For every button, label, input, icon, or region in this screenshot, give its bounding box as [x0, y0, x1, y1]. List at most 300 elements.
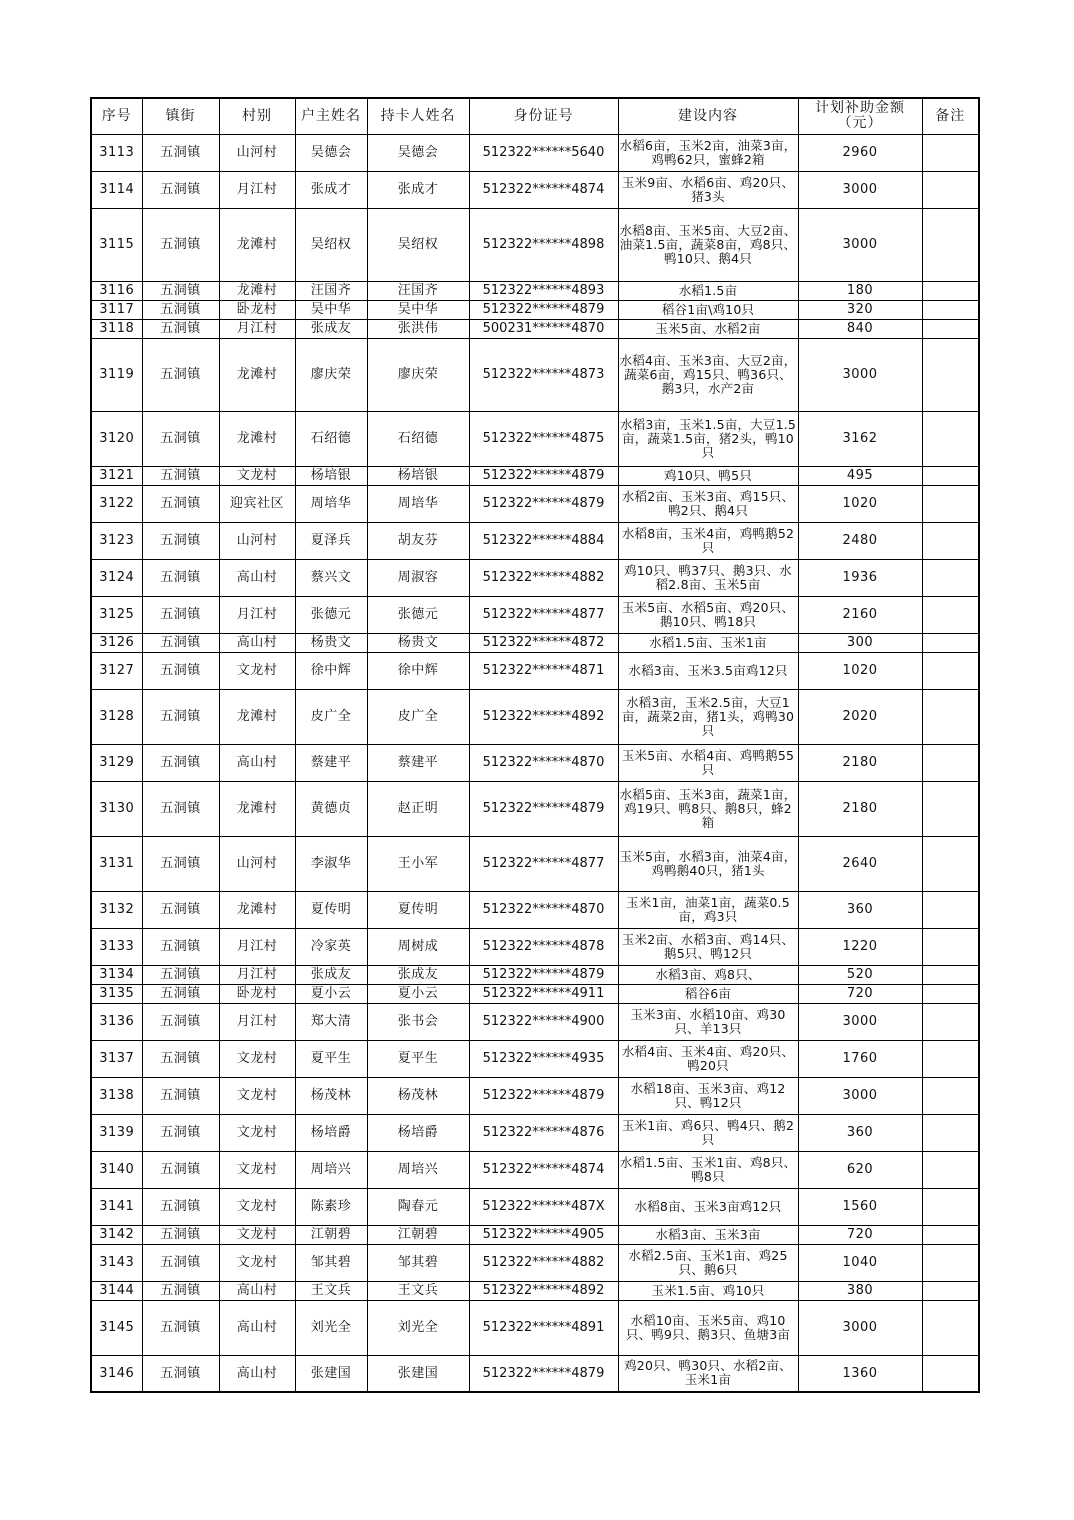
cell-construction-content: 水稻10亩、玉米5亩、鸡10只、鸭9只、鹅3只、鱼塘3亩: [618, 1300, 798, 1355]
table-row: [91, 281, 979, 300]
cell-cardholder: 夏传明: [367, 891, 469, 928]
cell-town: 五洞镇: [142, 836, 219, 891]
cell-village: 月江村: [219, 171, 295, 208]
cell-town: 五洞镇: [142, 466, 219, 485]
cell-seq: 3121: [91, 466, 142, 485]
cell-subsidy-amount: 3000: [798, 171, 922, 208]
cell-householder: 夏小云: [295, 984, 367, 1003]
header-construction-content: 建设内容: [618, 98, 798, 134]
cell-construction-content: 水稻3亩，玉米2.5亩，大豆1亩，蔬菜2亩，猪1头，鸡鸭30只: [618, 689, 798, 744]
cell-town: 五洞镇: [142, 522, 219, 559]
cell-seq: 3143: [91, 1244, 142, 1281]
cell-seq: 3139: [91, 1114, 142, 1151]
cell-construction-content: 水稻3亩，玉米1.5亩，大豆1.5亩，蔬菜1.5亩，猪2头，鸭10只: [618, 411, 798, 466]
table-row: [91, 466, 979, 485]
cell-construction-content: 玉米9亩、水稻6亩、鸡20只、猪3头: [618, 171, 798, 208]
cell-id-number: 500231******4870: [469, 319, 618, 338]
cell-seq: 3131: [91, 836, 142, 891]
cell-village: 文龙村: [219, 1114, 295, 1151]
cell-village: 山河村: [219, 522, 295, 559]
cell-village: 龙滩村: [219, 891, 295, 928]
table-row: [91, 1225, 979, 1244]
cell-construction-content: 玉米5亩、水稻2亩: [618, 319, 798, 338]
cell-cardholder: 周培华: [367, 485, 469, 522]
cell-village: 山河村: [219, 836, 295, 891]
header-village: 村别: [219, 98, 295, 134]
cell-cardholder: 夏小云: [367, 984, 469, 1003]
cell-town: 五洞镇: [142, 1188, 219, 1225]
cell-seq: 3135: [91, 984, 142, 1003]
cell-subsidy-amount: 2640: [798, 836, 922, 891]
cell-subsidy-amount: 180: [798, 281, 922, 300]
cell-construction-content: 水稻8亩，玉米4亩，鸡鸭鹅52只: [618, 522, 798, 559]
cell-householder: 郑大清: [295, 1003, 367, 1040]
cell-seq: 3114: [91, 171, 142, 208]
cell-town: 五洞镇: [142, 1040, 219, 1077]
cell-construction-content: 水稻8亩、玉米3亩鸡12只: [618, 1188, 798, 1225]
header-row: [91, 98, 979, 134]
table-row: [91, 928, 979, 965]
cell-remarks: [922, 965, 979, 984]
cell-subsidy-amount: 3162: [798, 411, 922, 466]
cell-seq: 3116: [91, 281, 142, 300]
cell-subsidy-amount: 3000: [798, 208, 922, 281]
cell-cardholder: 吴德会: [367, 134, 469, 171]
cell-remarks: [922, 652, 979, 689]
table-row: [91, 319, 979, 338]
cell-id-number: 512322******4891: [469, 1300, 618, 1355]
cell-town: 五洞镇: [142, 633, 219, 652]
cell-id-number: 512322******4879: [469, 466, 618, 485]
cell-householder: 周培华: [295, 485, 367, 522]
table-row: [91, 891, 979, 928]
cell-subsidy-amount: 1020: [798, 652, 922, 689]
cell-construction-content: 玉米5亩、水稻4亩、鸡鸭鹅55只: [618, 744, 798, 781]
table-row: [91, 300, 979, 319]
cell-remarks: [922, 1114, 979, 1151]
cell-cardholder: 陶春元: [367, 1188, 469, 1225]
table-row: [91, 596, 979, 633]
table-row: [91, 1300, 979, 1355]
cell-subsidy-amount: 720: [798, 984, 922, 1003]
cell-construction-content: 水稻5亩、玉米3亩，蔬菜1亩，鸡19只、鸭8只、鹅8只，蜂2箱: [618, 781, 798, 836]
cell-cardholder: 王小军: [367, 836, 469, 891]
cell-town: 五洞镇: [142, 1151, 219, 1188]
cell-seq: 3145: [91, 1300, 142, 1355]
cell-remarks: [922, 208, 979, 281]
header-cardholder: 持卡人姓名: [367, 98, 469, 134]
cell-cardholder: 杨培爵: [367, 1114, 469, 1151]
table-row: [91, 1114, 979, 1151]
cell-cardholder: 皮广全: [367, 689, 469, 744]
cell-seq: 3126: [91, 633, 142, 652]
cell-town: 五洞镇: [142, 319, 219, 338]
header-remarks: 备注: [922, 98, 979, 134]
cell-subsidy-amount: 3000: [798, 1077, 922, 1114]
table-row: [91, 1244, 979, 1281]
cell-subsidy-amount: 2960: [798, 134, 922, 171]
cell-id-number: 512322******4911: [469, 984, 618, 1003]
cell-id-number: 512322******4879: [469, 965, 618, 984]
cell-seq: 3130: [91, 781, 142, 836]
table-row: [91, 171, 979, 208]
cell-town: 五洞镇: [142, 1114, 219, 1151]
cell-subsidy-amount: 1760: [798, 1040, 922, 1077]
cell-remarks: [922, 319, 979, 338]
cell-town: 五洞镇: [142, 134, 219, 171]
header-householder: 户主姓名: [295, 98, 367, 134]
cell-village: 文龙村: [219, 1188, 295, 1225]
cell-construction-content: 水稻3亩、玉米3.5亩鸡12只: [618, 652, 798, 689]
cell-town: 五洞镇: [142, 1355, 219, 1392]
cell-town: 五洞镇: [142, 171, 219, 208]
table-row: [91, 208, 979, 281]
cell-subsidy-amount: 360: [798, 1114, 922, 1151]
cell-cardholder: 张建国: [367, 1355, 469, 1392]
table-row: [91, 1003, 979, 1040]
cell-id-number: 512322******4935: [469, 1040, 618, 1077]
cell-id-number: 512322******4893: [469, 281, 618, 300]
cell-remarks: [922, 559, 979, 596]
cell-householder: 张成友: [295, 319, 367, 338]
cell-construction-content: 玉米5亩，水稻3亩，油菜4亩，鸡鸭鹅40只，猪1头: [618, 836, 798, 891]
cell-construction-content: 水稻2亩、玉米3亩、鸡15只、鸭2只、鹅4只: [618, 485, 798, 522]
cell-village: 龙滩村: [219, 338, 295, 411]
cell-town: 五洞镇: [142, 781, 219, 836]
cell-householder: 夏平生: [295, 1040, 367, 1077]
cell-village: 月江村: [219, 319, 295, 338]
cell-seq: 3146: [91, 1355, 142, 1392]
cell-householder: 刘光全: [295, 1300, 367, 1355]
cell-id-number: 512322******4878: [469, 928, 618, 965]
cell-subsidy-amount: 2180: [798, 781, 922, 836]
cell-construction-content: 玉米3亩、水稻10亩、鸡30只、羊13只: [618, 1003, 798, 1040]
cell-id-number: 512322******4876: [469, 1114, 618, 1151]
table-row: [91, 633, 979, 652]
cell-remarks: [922, 891, 979, 928]
cell-cardholder: 张成才: [367, 171, 469, 208]
subsidy-table: [90, 97, 980, 1393]
cell-seq: 3120: [91, 411, 142, 466]
cell-seq: 3133: [91, 928, 142, 965]
cell-village: 文龙村: [219, 466, 295, 485]
cell-construction-content: 玉米5亩、水稻5亩、鸡20只、鹅10只、鸭18只: [618, 596, 798, 633]
cell-construction-content: 水稻4亩、玉米4亩、鸡20只、鸭20只: [618, 1040, 798, 1077]
cell-cardholder: 江朝碧: [367, 1225, 469, 1244]
cell-seq: 3129: [91, 744, 142, 781]
cell-village: 龙滩村: [219, 781, 295, 836]
cell-remarks: [922, 744, 979, 781]
cell-remarks: [922, 1225, 979, 1244]
cell-remarks: [922, 411, 979, 466]
cell-construction-content: 稻谷6亩: [618, 984, 798, 1003]
cell-householder: 张建国: [295, 1355, 367, 1392]
cell-householder: 吴德会: [295, 134, 367, 171]
cell-remarks: [922, 522, 979, 559]
cell-seq: 3140: [91, 1151, 142, 1188]
cell-seq: 3144: [91, 1281, 142, 1300]
cell-id-number: 512322******4870: [469, 744, 618, 781]
cell-householder: 汪国齐: [295, 281, 367, 300]
cell-householder: 杨培银: [295, 466, 367, 485]
cell-town: 五洞镇: [142, 338, 219, 411]
cell-remarks: [922, 1040, 979, 1077]
cell-id-number: 512322******4900: [469, 1003, 618, 1040]
cell-town: 五洞镇: [142, 652, 219, 689]
table-row: [91, 1151, 979, 1188]
cell-householder: 徐中辉: [295, 652, 367, 689]
cell-construction-content: 水稻18亩、玉米3亩、鸡12只、鸭12只: [618, 1077, 798, 1114]
cell-householder: 蔡建平: [295, 744, 367, 781]
cell-cardholder: 蔡建平: [367, 744, 469, 781]
cell-cardholder: 夏平生: [367, 1040, 469, 1077]
cell-subsidy-amount: 2180: [798, 744, 922, 781]
cell-householder: 杨茂林: [295, 1077, 367, 1114]
cell-town: 五洞镇: [142, 1003, 219, 1040]
cell-construction-content: 玉米1亩，油菜1亩，蔬菜0.5亩，鸡3只: [618, 891, 798, 928]
cell-seq: 3123: [91, 522, 142, 559]
cell-seq: 3141: [91, 1188, 142, 1225]
cell-remarks: [922, 1300, 979, 1355]
cell-town: 五洞镇: [142, 559, 219, 596]
cell-householder: 周培兴: [295, 1151, 367, 1188]
cell-construction-content: 水稻1.5亩: [618, 281, 798, 300]
cell-village: 龙滩村: [219, 689, 295, 744]
cell-subsidy-amount: 360: [798, 891, 922, 928]
cell-remarks: [922, 689, 979, 744]
cell-subsidy-amount: 620: [798, 1151, 922, 1188]
cell-cardholder: 周培兴: [367, 1151, 469, 1188]
cell-remarks: [922, 1355, 979, 1392]
cell-cardholder: 石绍德: [367, 411, 469, 466]
table-row: [91, 689, 979, 744]
cell-subsidy-amount: 320: [798, 300, 922, 319]
table-row: [91, 652, 979, 689]
cell-village: 文龙村: [219, 1040, 295, 1077]
cell-construction-content: 水稻1.5亩、玉米1亩: [618, 633, 798, 652]
cell-householder: 邹其碧: [295, 1244, 367, 1281]
cell-cardholder: 廖庆荣: [367, 338, 469, 411]
table-row: [91, 338, 979, 411]
cell-cardholder: 张书会: [367, 1003, 469, 1040]
cell-town: 五洞镇: [142, 1244, 219, 1281]
cell-seq: 3119: [91, 338, 142, 411]
cell-id-number: 512322******4892: [469, 1281, 618, 1300]
cell-village: 龙滩村: [219, 281, 295, 300]
cell-village: 文龙村: [219, 1225, 295, 1244]
cell-id-number: 512322******4898: [469, 208, 618, 281]
cell-construction-content: 玉米1.5亩、鸡10只: [618, 1281, 798, 1300]
cell-subsidy-amount: 3000: [798, 338, 922, 411]
cell-construction-content: 水稻3亩、玉米3亩: [618, 1225, 798, 1244]
cell-village: 高山村: [219, 1300, 295, 1355]
cell-subsidy-amount: 840: [798, 319, 922, 338]
cell-town: 五洞镇: [142, 300, 219, 319]
cell-cardholder: 刘光全: [367, 1300, 469, 1355]
table-row: [91, 965, 979, 984]
cell-village: 高山村: [219, 559, 295, 596]
cell-seq: 3136: [91, 1003, 142, 1040]
cell-remarks: [922, 466, 979, 485]
cell-seq: 3115: [91, 208, 142, 281]
cell-construction-content: 玉米1亩、鸡6只、鸭4只、鹅2只: [618, 1114, 798, 1151]
cell-cardholder: 吴中华: [367, 300, 469, 319]
cell-subsidy-amount: 3000: [798, 1300, 922, 1355]
cell-id-number: 512322******4879: [469, 300, 618, 319]
cell-householder: 李淑华: [295, 836, 367, 891]
cell-construction-content: 水稻1.5亩、玉米1亩、鸡8只、鸭8只: [618, 1151, 798, 1188]
table-row: [91, 559, 979, 596]
cell-cardholder: 王文兵: [367, 1281, 469, 1300]
cell-seq: 3117: [91, 300, 142, 319]
cell-village: 文龙村: [219, 1151, 295, 1188]
cell-remarks: [922, 633, 979, 652]
cell-remarks: [922, 1003, 979, 1040]
cell-town: 五洞镇: [142, 411, 219, 466]
cell-id-number: 512322******4879: [469, 1077, 618, 1114]
cell-householder: 江朝碧: [295, 1225, 367, 1244]
cell-subsidy-amount: 1220: [798, 928, 922, 965]
cell-town: 五洞镇: [142, 689, 219, 744]
cell-id-number: 512322******4874: [469, 1151, 618, 1188]
table-row: [91, 984, 979, 1003]
cell-id-number: 512322******4882: [469, 559, 618, 596]
cell-id-number: 512322******4877: [469, 836, 618, 891]
cell-village: 迎宾社区: [219, 485, 295, 522]
cell-id-number: 512322******5640: [469, 134, 618, 171]
cell-householder: 廖庆荣: [295, 338, 367, 411]
table-row: [91, 1077, 979, 1114]
cell-town: 五洞镇: [142, 1077, 219, 1114]
cell-subsidy-amount: 1020: [798, 485, 922, 522]
cell-village: 文龙村: [219, 652, 295, 689]
cell-seq: 3113: [91, 134, 142, 171]
cell-id-number: 512322******4875: [469, 411, 618, 466]
cell-cardholder: 汪国齐: [367, 281, 469, 300]
cell-cardholder: 周淑容: [367, 559, 469, 596]
cell-householder: 黄德贞: [295, 781, 367, 836]
cell-id-number: 512322******4879: [469, 781, 618, 836]
cell-remarks: [922, 1244, 979, 1281]
cell-village: 月江村: [219, 596, 295, 633]
cell-town: 五洞镇: [142, 928, 219, 965]
cell-remarks: [922, 984, 979, 1003]
cell-construction-content: 鸡20只、鸭30只、水稻2亩、玉米1亩: [618, 1355, 798, 1392]
cell-cardholder: 周树成: [367, 928, 469, 965]
table-row: [91, 1188, 979, 1225]
cell-village: 高山村: [219, 1281, 295, 1300]
cell-id-number: 512322******4892: [469, 689, 618, 744]
table-row: [91, 1281, 979, 1300]
table-row: [91, 485, 979, 522]
cell-seq: 3128: [91, 689, 142, 744]
cell-subsidy-amount: 2160: [798, 596, 922, 633]
cell-town: 五洞镇: [142, 984, 219, 1003]
cell-subsidy-amount: 1040: [798, 1244, 922, 1281]
cell-town: 五洞镇: [142, 596, 219, 633]
cell-remarks: [922, 928, 979, 965]
cell-construction-content: 鸡10只、鸭37只、鹅3只、水稻2.8亩、玉米5亩: [618, 559, 798, 596]
cell-subsidy-amount: 2480: [798, 522, 922, 559]
cell-id-number: 512322******487X: [469, 1188, 618, 1225]
cell-remarks: [922, 1281, 979, 1300]
cell-remarks: [922, 485, 979, 522]
cell-town: 五洞镇: [142, 281, 219, 300]
table-row: [91, 134, 979, 171]
cell-cardholder: 杨茂林: [367, 1077, 469, 1114]
table-row: [91, 781, 979, 836]
cell-id-number: 512322******4882: [469, 1244, 618, 1281]
cell-remarks: [922, 171, 979, 208]
cell-id-number: 512322******4879: [469, 1355, 618, 1392]
cell-subsidy-amount: 300: [798, 633, 922, 652]
cell-village: 龙滩村: [219, 411, 295, 466]
cell-remarks: [922, 1077, 979, 1114]
cell-construction-content: 水稻8亩、玉米5亩、大豆2亩、油菜1.5亩，蔬菜8亩，鸡8只、鸭10只、鹅4只: [618, 208, 798, 281]
cell-seq: 3118: [91, 319, 142, 338]
cell-village: 月江村: [219, 965, 295, 984]
cell-householder: 吴中华: [295, 300, 367, 319]
cell-householder: 张成友: [295, 965, 367, 984]
cell-seq: 3125: [91, 596, 142, 633]
cell-id-number: 512322******4870: [469, 891, 618, 928]
cell-village: 高山村: [219, 633, 295, 652]
cell-construction-content: 水稻2.5亩、玉米1亩、鸡25只、鹅6只: [618, 1244, 798, 1281]
cell-id-number: 512322******4872: [469, 633, 618, 652]
cell-householder: 皮广全: [295, 689, 367, 744]
cell-cardholder: 胡友芬: [367, 522, 469, 559]
cell-town: 五洞镇: [142, 744, 219, 781]
cell-id-number: 512322******4884: [469, 522, 618, 559]
table-row: [91, 1040, 979, 1077]
header-seq: 序号: [91, 98, 142, 134]
cell-remarks: [922, 596, 979, 633]
cell-remarks: [922, 134, 979, 171]
table-row: [91, 836, 979, 891]
cell-cardholder: 杨培银: [367, 466, 469, 485]
cell-householder: 石绍德: [295, 411, 367, 466]
cell-subsidy-amount: 2020: [798, 689, 922, 744]
cell-town: 五洞镇: [142, 485, 219, 522]
cell-remarks: [922, 281, 979, 300]
cell-householder: 张德元: [295, 596, 367, 633]
cell-householder: 杨培爵: [295, 1114, 367, 1151]
cell-construction-content: 水稻3亩、鸡8只、: [618, 965, 798, 984]
cell-town: 五洞镇: [142, 1225, 219, 1244]
header-id-number: 身份证号: [469, 98, 618, 134]
cell-remarks: [922, 300, 979, 319]
cell-remarks: [922, 1188, 979, 1225]
cell-cardholder: 赵正明: [367, 781, 469, 836]
header-subsidy-amount: 计划补助金额（元）: [798, 98, 922, 134]
cell-householder: 冷家英: [295, 928, 367, 965]
table-row: [91, 522, 979, 559]
cell-remarks: [922, 338, 979, 411]
cell-construction-content: 水稻4亩、玉米3亩、大豆2亩，蔬菜6亩，鸡15只、鸭36只、鹅3只，水产2亩: [618, 338, 798, 411]
cell-village: 文龙村: [219, 1077, 295, 1114]
cell-subsidy-amount: 720: [798, 1225, 922, 1244]
cell-construction-content: 玉米2亩、水稻3亩、鸡14只、鹅5只、鸭12只: [618, 928, 798, 965]
cell-town: 五洞镇: [142, 208, 219, 281]
cell-seq: 3124: [91, 559, 142, 596]
cell-id-number: 512322******4905: [469, 1225, 618, 1244]
cell-id-number: 512322******4871: [469, 652, 618, 689]
cell-householder: 王文兵: [295, 1281, 367, 1300]
table-row: [91, 744, 979, 781]
cell-cardholder: 邹其碧: [367, 1244, 469, 1281]
cell-village: 月江村: [219, 928, 295, 965]
cell-remarks: [922, 781, 979, 836]
